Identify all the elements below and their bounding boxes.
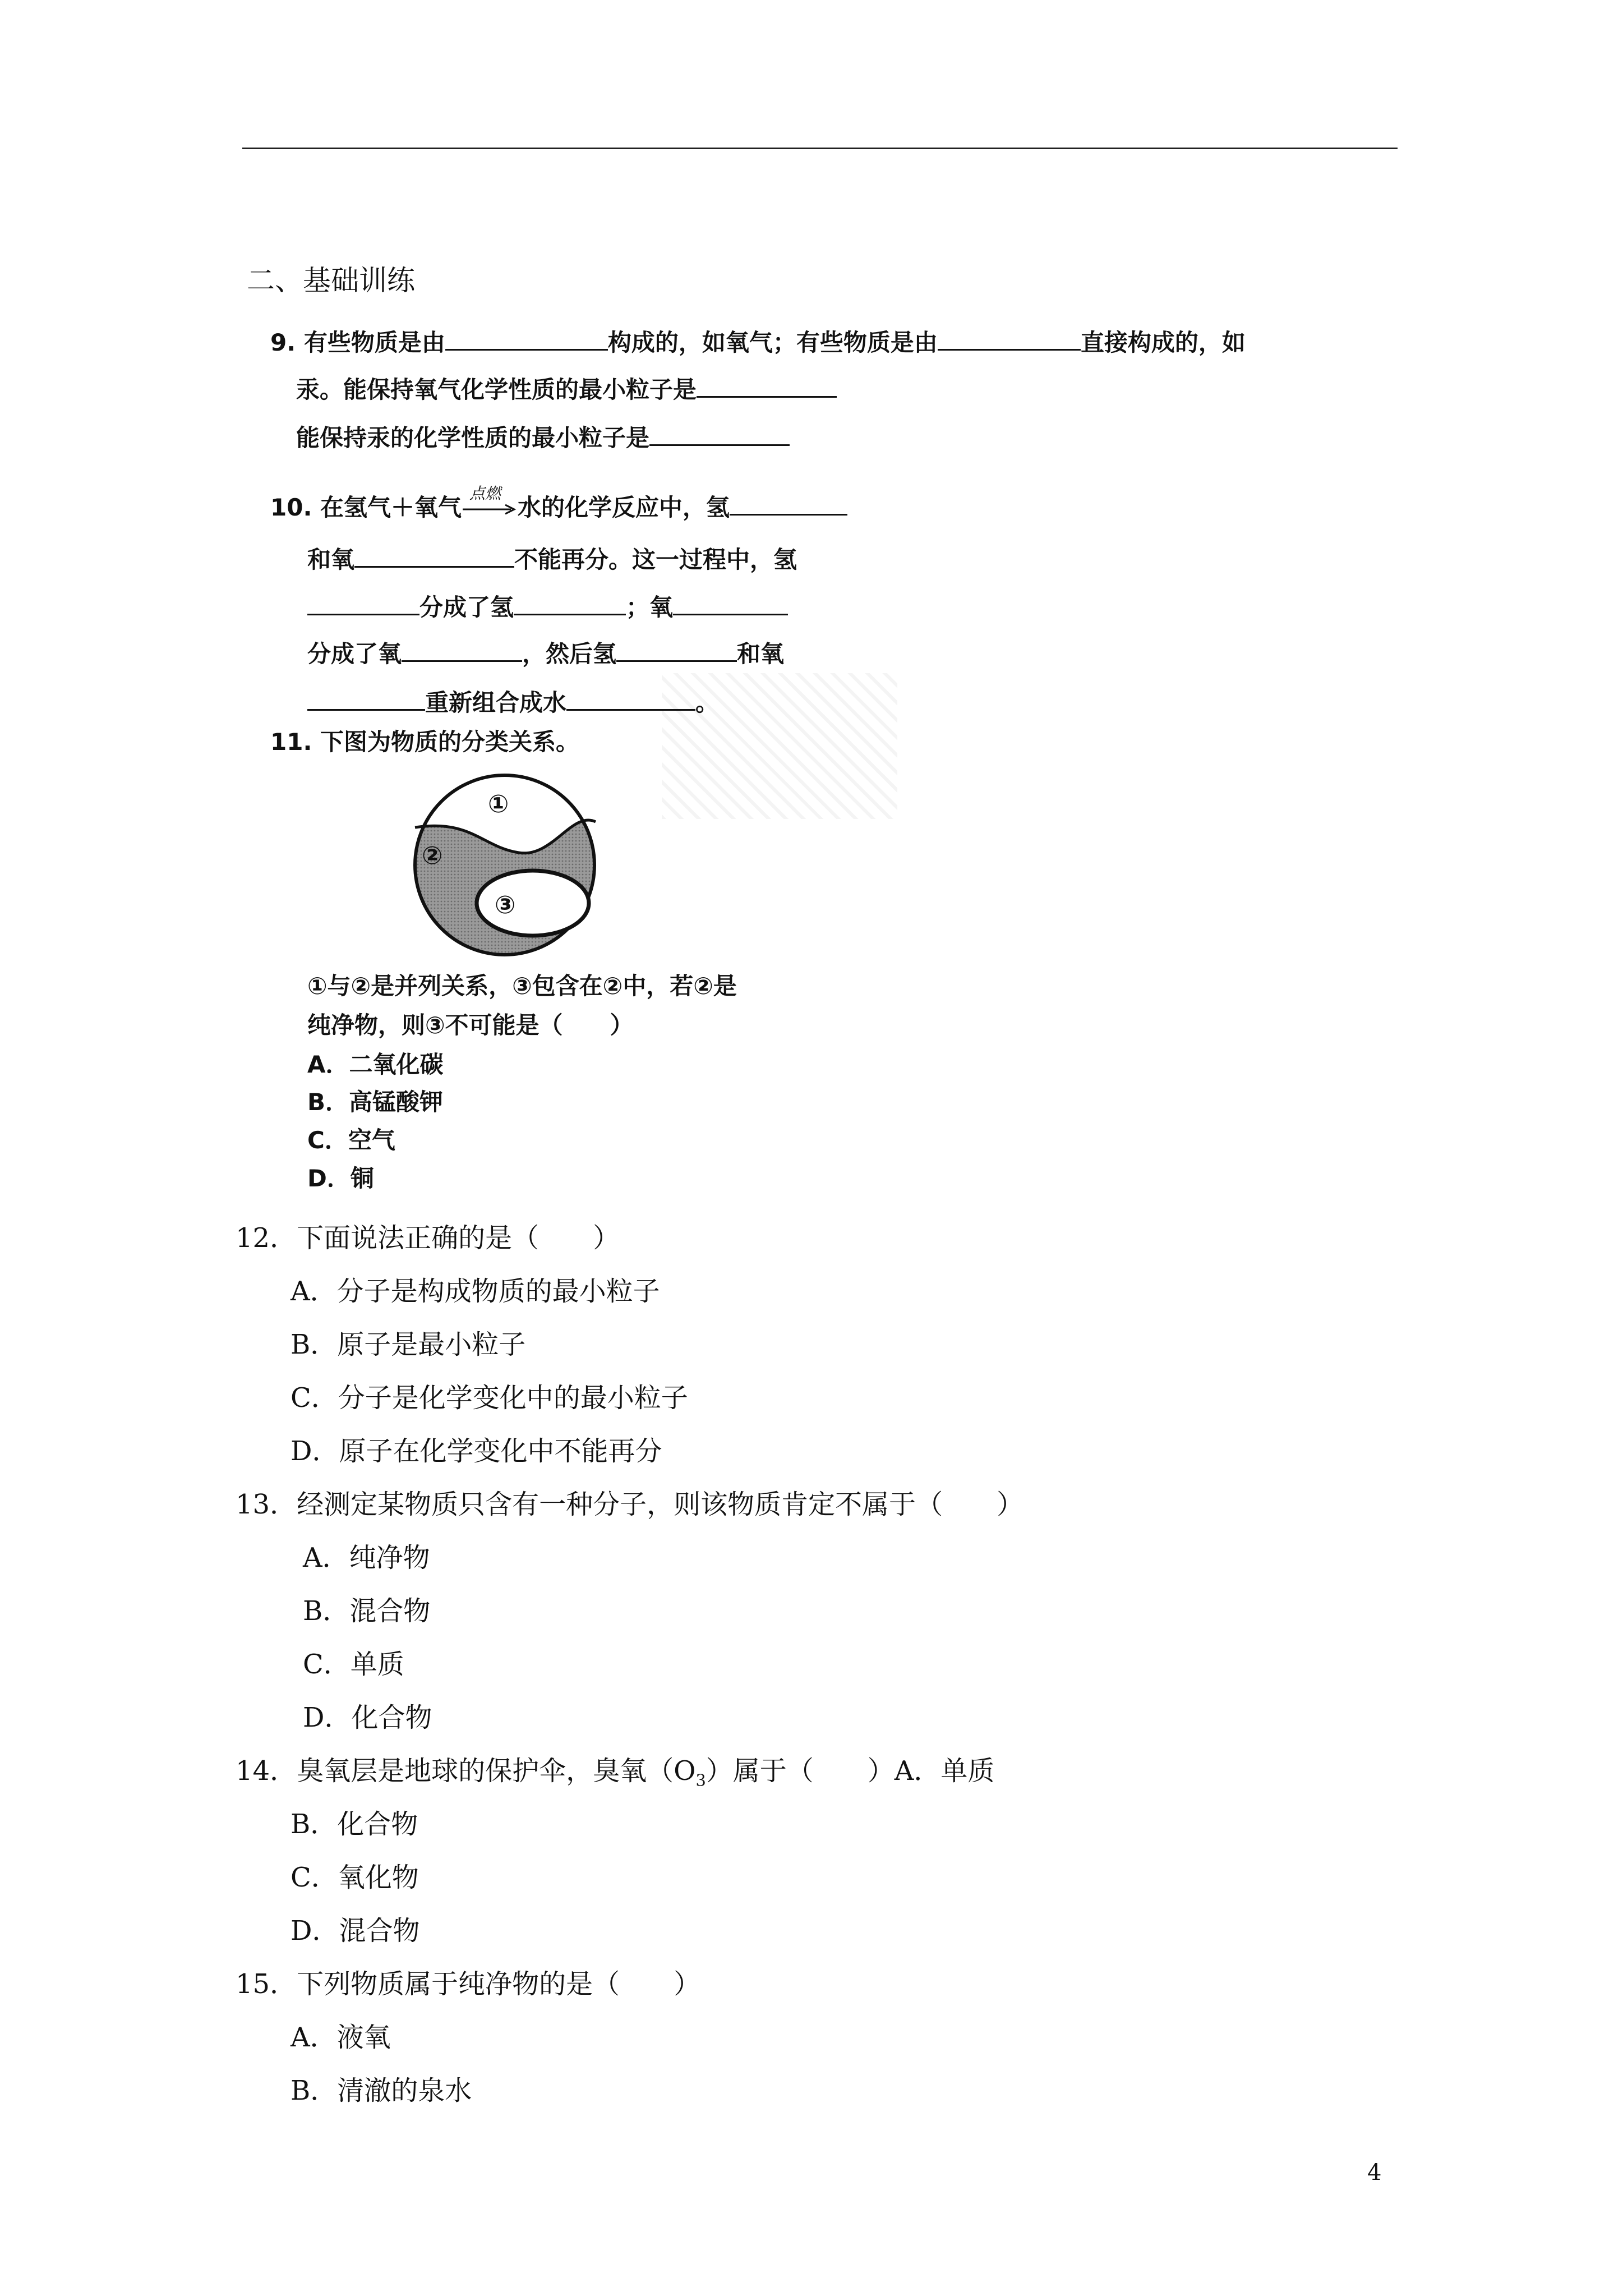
q12-option-c[interactable]: C．分子是化学变化中的最小粒子 — [291, 1382, 688, 1414]
q9-blank-4[interactable] — [649, 423, 790, 446]
q10-blank-5[interactable] — [673, 592, 788, 615]
q9-blank-1[interactable] — [445, 328, 608, 351]
q13-option-b[interactable]: B．混合物 — [303, 1595, 431, 1627]
q15-stem: 15．下列物质属于纯净物的是（ ） — [236, 1968, 701, 2000]
q10-blank-4[interactable] — [514, 592, 626, 615]
q13-stem: 13．经测定某物质只含有一种分子，则该物质肯定不属于（ ） — [236, 1489, 1024, 1520]
q11-option-d[interactable]: D．铜 — [307, 1165, 374, 1192]
q14-option-c[interactable]: C．氧化物 — [291, 1862, 419, 1893]
q10-blank-3[interactable] — [307, 592, 419, 615]
label-2: ② — [422, 841, 443, 870]
section-title: 二、基础训练 — [247, 264, 415, 297]
header-rule — [242, 148, 1398, 149]
q9-blank-2[interactable] — [938, 328, 1081, 351]
q13-option-c[interactable]: C．单质 — [303, 1649, 404, 1680]
q10-blank-8[interactable] — [307, 688, 425, 711]
classification-diagram — [409, 769, 603, 962]
q10-blank-6[interactable] — [402, 639, 522, 662]
q14-option-b[interactable]: B．化合物 — [291, 1809, 418, 1840]
q9-line1: 9. 有些物质是由 构成的，如氧气；有些物质是由 直接构成的，如 — [270, 329, 1246, 356]
q10-blank-9[interactable] — [566, 688, 695, 711]
q9-line3: 能保持汞的化学性质的最小粒子是 — [296, 420, 790, 453]
q10-line4: 分成了氧 ，然后氢 和氧 — [307, 640, 785, 668]
q11-option-c[interactable]: C．空气 — [307, 1126, 395, 1154]
q13-option-a[interactable]: A．纯净物 — [303, 1542, 430, 1573]
q12-option-a[interactable]: A．分子是构成物质的最小粒子 — [291, 1276, 660, 1307]
label-3: ③ — [495, 891, 516, 919]
q12-option-d[interactable]: D．原子在化学变化中不能再分 — [291, 1435, 662, 1467]
q11-text-line2: 纯净物，则③不可能是（ ） — [307, 1011, 634, 1039]
q14-option-d[interactable]: D．混合物 — [291, 1915, 420, 1947]
q9-blank-3[interactable] — [697, 375, 837, 398]
q9-line2: 汞。能保持氧气化学性质的最小粒子是 — [296, 371, 837, 405]
q10-line1: 10. 在氢气＋氧气 点燃 水的化学反应中，氢 — [270, 489, 847, 523]
reaction-arrow: 点燃 — [462, 498, 518, 521]
q10-blank-2[interactable] — [354, 545, 514, 568]
q14-stem: 14．臭氧层是地球的保护伞，臭氧$(O_3)$属于（ ）A．单质 — [236, 1755, 995, 1790]
q10-line3: 分成了氢 ；氧 — [307, 589, 788, 623]
q10-blank-7[interactable] — [616, 639, 737, 662]
q11-option-a[interactable]: A．二氧化碳 — [307, 1051, 444, 1078]
q12-option-b[interactable]: B．原子是最小粒子 — [291, 1329, 526, 1360]
q15-option-b[interactable]: B．清澈的泉水 — [291, 2075, 472, 2106]
page-number: 4 — [1367, 2160, 1382, 2185]
label-1: ① — [488, 790, 509, 818]
q10-blank-1[interactable] — [730, 493, 847, 516]
q15-option-a[interactable]: A．液氧 — [291, 2022, 391, 2053]
q11-option-b[interactable]: B．高锰酸钾 — [307, 1088, 444, 1116]
q10-line2: 和氧 不能再分。这一过程中，氢 — [307, 546, 797, 573]
q10-line5: 重新组合成水 。 — [307, 684, 719, 718]
q12-stem: 12．下面说法正确的是（ ） — [236, 1222, 620, 1254]
q13-option-d[interactable]: D．化合物 — [303, 1702, 432, 1733]
q11-stem: 11. 下图为物质的分类关系。 — [270, 728, 580, 756]
q11-text-line1: ①与②是并列关系，③包含在②中，若②是 — [307, 972, 737, 1000]
